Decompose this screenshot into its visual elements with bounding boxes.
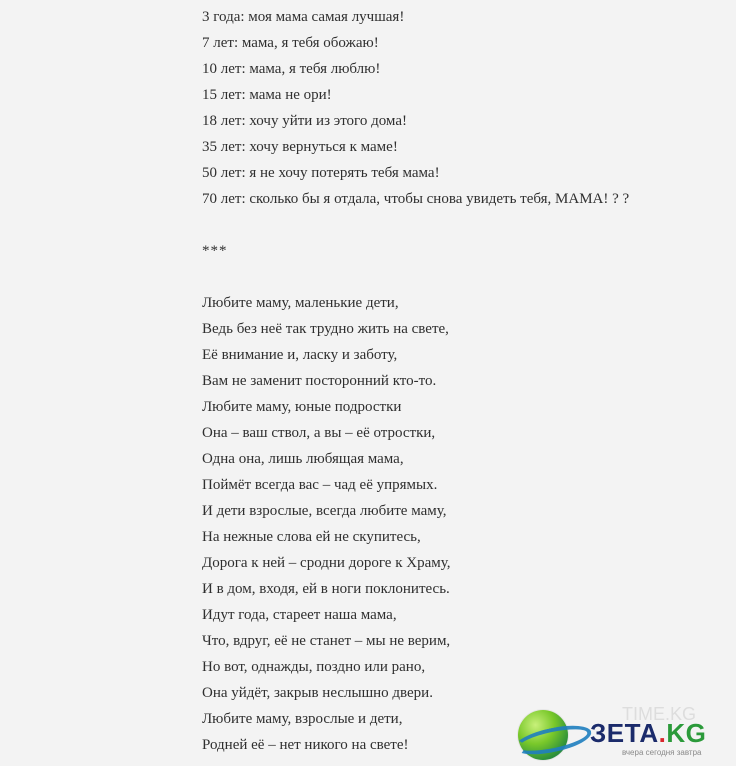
poem-line: Но вот, однажды, поздно или рано, <box>202 659 426 675</box>
poem-line: На нежные слова ей не скупитесь, <box>202 529 421 545</box>
poem <box>202 290 722 758</box>
poem-line: Любите маму, юные подростки <box>202 399 402 415</box>
spacer <box>202 264 722 290</box>
article-body <box>202 4 722 758</box>
spacer <box>202 212 722 238</box>
poem-line: Дорога к ней – сродни дороге к Храму, <box>202 555 451 571</box>
watermark-tagline: вчера сегодня завтра <box>622 748 702 757</box>
intro-line: 10 лет: мама, я тебя люблю! <box>202 61 381 77</box>
poem-line: Одна она, лишь любящая мама, <box>202 451 404 467</box>
watermark-logo <box>514 704 736 766</box>
poem-line: Её внимание и, ласку и заботу, <box>202 347 398 363</box>
intro-line: 7 лет: мама, я тебя обожаю! <box>202 35 379 51</box>
poem-line: Родней её – нет никого на свете! <box>202 737 409 753</box>
poem-line: Ведь без неё так трудно жить на свете, <box>202 321 449 337</box>
poem-line: И в дом, входя, ей в ноги поклонитесь. <box>202 581 450 597</box>
poem-line: Она – ваш ствол, а вы – её отростки, <box>202 425 436 441</box>
watermark-brand-main: ЗЕТА <box>590 718 659 748</box>
poem-line: Любите маму, маленькие дети, <box>202 295 399 311</box>
intro-line: 50 лет: я не хочу потерять тебя мама! <box>202 165 440 181</box>
section-separator: *** <box>202 243 228 259</box>
intro-line: 15 лет: мама не ори! <box>202 87 332 103</box>
poem-line: Идут года, стареет наша мама, <box>202 607 397 623</box>
poem-line: Вам не заменит посторонний кто-то. <box>202 373 437 389</box>
intro-line: 70 лет: сколько бы я отдала, чтобы снова увидеть тебя, МАМА! ? ? <box>202 191 630 207</box>
watermark-brand-dot: . <box>658 718 667 748</box>
intro-line: 35 лет: хочу вернуться к маме! <box>202 139 398 155</box>
intro-line: 18 лет: хочу уйти из этого дома! <box>202 113 407 129</box>
poem-line: Любите маму, взрослые и дети, <box>202 711 403 727</box>
poem-line: И дети взрослые, всегда любите маму, <box>202 503 447 519</box>
poem-line: Поймёт всегда вас – чад её упрямых. <box>202 477 438 493</box>
watermark-brand <box>590 718 706 749</box>
intro-lines <box>202 4 722 212</box>
poem-line: Она уйдёт, закрыв неслышно двери. <box>202 685 433 701</box>
watermark-faded-text: TIME.KG <box>622 704 697 724</box>
intro-line: 3 года: моя мама самая лучшая! <box>202 9 405 25</box>
watermark-brand-tld: KG <box>666 718 707 748</box>
poem-line: Что, вдруг, её не станет – мы не верим, <box>202 633 451 649</box>
